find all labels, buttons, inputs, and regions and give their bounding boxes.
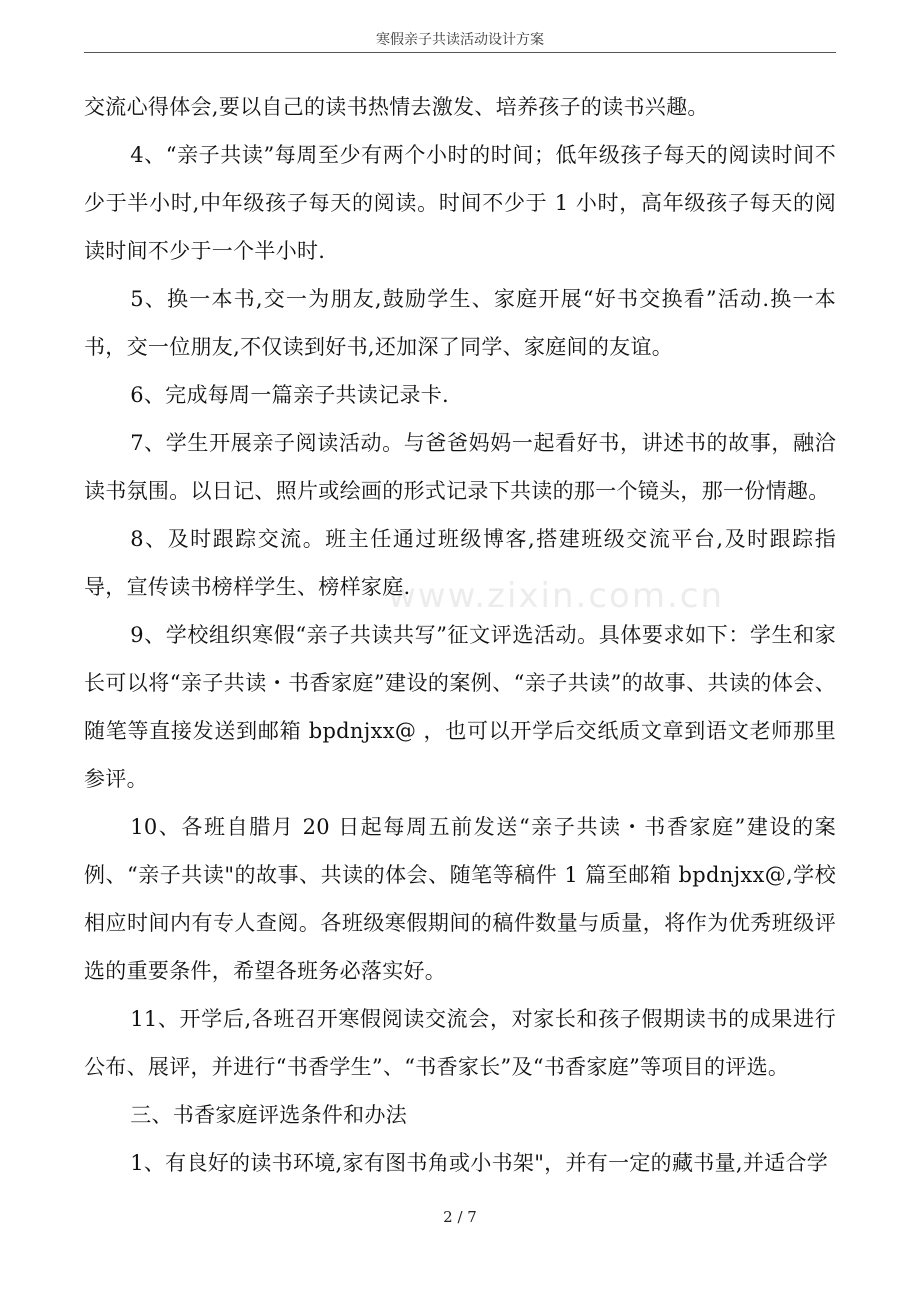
watermark: www.zixin.com.cn	[388, 576, 724, 616]
paragraph: 6、完成每周一篇亲子共读记录卡.	[130, 383, 450, 407]
paragraph: 9、学校组织寒假“亲子共读共写”征文评选活动。具体要求如下：学生和家长可以将“亲子共读・书香家庭”建设的案例、“亲子共读”的故事、共读的体会、随笔等直接发送到邮箱 bpdnjxx@ ，也可以开学后交纸质文章到语文老师那里参评。	[84, 623, 836, 791]
header-divider	[84, 52, 836, 53]
page-number: 2 / 7	[443, 1208, 477, 1226]
section-heading: 三、书香家庭评选条件和办法	[130, 1103, 408, 1127]
paragraph: 1、有良好的读书环境,家有图书角或小书架"，并有一定的藏书量,并适合学	[130, 1151, 829, 1175]
paragraph: 7、学生开展亲子阅读活动。与爸爸妈妈一起看好书，讲述书的故事，融洽读书氛围。以日记、照片或绘画的形式记录下共读的那一个镜头，那一份情趣。	[84, 431, 836, 503]
paragraph: 4、“亲子共读”每周至少有两个小时的时间；低年级孩子每天的阅读时间不少于半小时,中年级孩子每天的阅读。时间不少于 1 小时，高年级孩子每天的阅读时间不少于一个半小时.	[84, 143, 836, 263]
document-body	[84, 83, 836, 1187]
paragraph: 10、各班自腊月 20 日起每周五前发送“亲子共读・书香家庭”建设的案例、“亲子共读"的故事、共读的体会、随笔等稿件 1 篇至邮箱 bpdnjxx@,学校相应时间内有专人查阅。各班级寒假期间的稿件数量与质量，将作为优秀班级评选的重要条件，希望各班务必落实好。	[84, 815, 836, 983]
paragraph: 8、及时跟踪交流。班主任通过班级博客,搭建班级交流平台,及时跟踪指导，宣传读书榜样学生、榜样家庭.	[84, 527, 836, 599]
paragraph: 5、换一本书,交一为朋友,鼓励学生、家庭开展“好书交换看”活动.换一本书，交一位朋友,不仅读到好书,还加深了同学、家庭间的友谊。	[84, 287, 836, 359]
paragraph: 11、开学后,各班召开寒假阅读交流会，对家长和孩子假期读书的成果进行公布、展评，并进行“书香学生”、“书香家长”及“书香家庭”等项目的评选。	[84, 1007, 836, 1079]
paragraph: 交流心得体会,要以自己的读书热情去激发、培养孩子的读书兴趣。	[84, 95, 709, 119]
page-header-title: 寒假亲子共读活动设计方案	[376, 32, 544, 48]
